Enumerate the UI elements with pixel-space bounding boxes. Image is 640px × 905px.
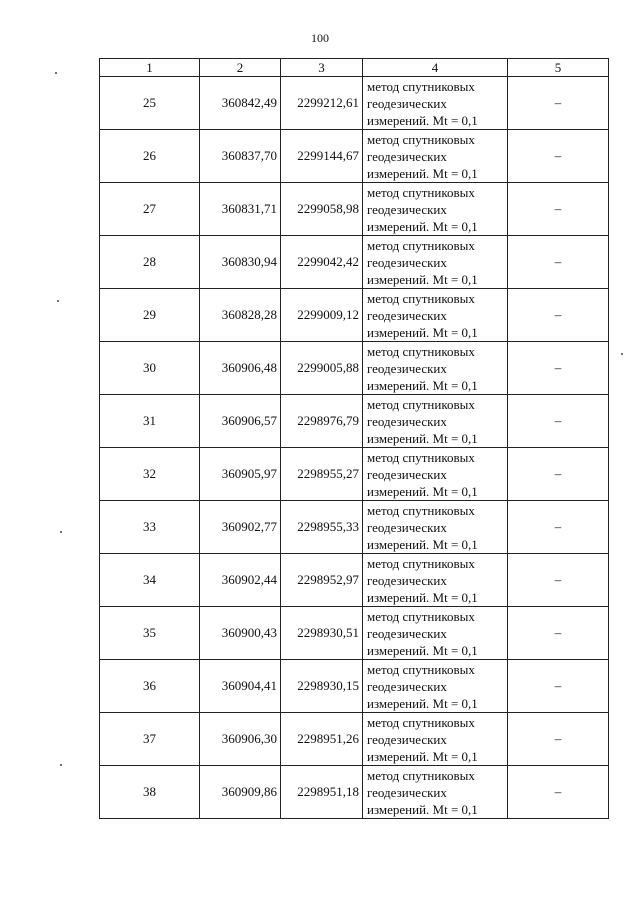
method-line: измерений. Mt = 0,1 <box>367 271 478 287</box>
x-coordinate-cell: 360906,57 <box>200 395 281 448</box>
method-cell <box>363 554 508 607</box>
method-line: геодезических <box>367 413 447 429</box>
point-number-cell: 28 <box>100 236 200 289</box>
method-line: метод спутниковых <box>367 661 475 677</box>
point-number-cell: 36 <box>100 660 200 713</box>
point-number-cell: 33 <box>100 501 200 554</box>
method-line: геодезических <box>367 625 447 641</box>
method-line: измерений. Mt = 0,1 <box>367 748 478 764</box>
column-header: 2 <box>200 59 281 77</box>
method-cell <box>363 236 508 289</box>
method-line: метод спутниковых <box>367 343 475 359</box>
point-number-cell: 31 <box>100 395 200 448</box>
method-line: измерений. Mt = 0,1 <box>367 483 478 499</box>
note-cell: – <box>508 501 609 554</box>
note-cell: – <box>508 130 609 183</box>
table-row <box>100 130 609 183</box>
table-row <box>100 660 609 713</box>
point-number-cell: 34 <box>100 554 200 607</box>
y-coordinate-cell: 2299009,12 <box>281 289 363 342</box>
note-cell: – <box>508 77 609 130</box>
method-line: геодезических <box>367 678 447 694</box>
y-coordinate-cell: 2298976,79 <box>281 395 363 448</box>
x-coordinate-cell: 360909,86 <box>200 766 281 819</box>
x-coordinate-cell: 360906,48 <box>200 342 281 395</box>
scan-speck <box>57 300 59 302</box>
method-line: измерений. Mt = 0,1 <box>367 536 478 552</box>
method-cell <box>363 342 508 395</box>
method-line: метод спутниковых <box>367 555 475 571</box>
y-coordinate-cell: 2298930,15 <box>281 660 363 713</box>
scan-speck <box>55 72 57 74</box>
method-cell <box>363 395 508 448</box>
table-row <box>100 395 609 448</box>
column-header: 1 <box>100 59 200 77</box>
table-row <box>100 183 609 236</box>
note-cell: – <box>508 289 609 342</box>
method-line: метод спутниковых <box>367 131 475 147</box>
note-cell: – <box>508 448 609 501</box>
table-row <box>100 77 609 130</box>
method-line: геодезических <box>367 519 447 535</box>
point-number-cell: 38 <box>100 766 200 819</box>
method-line: геодезических <box>367 254 447 270</box>
y-coordinate-cell: 2298955,27 <box>281 448 363 501</box>
note-cell: – <box>508 342 609 395</box>
method-line: геодезических <box>367 784 447 800</box>
note-cell: – <box>508 395 609 448</box>
note-cell: – <box>508 660 609 713</box>
method-line: метод спутниковых <box>367 449 475 465</box>
point-number-cell: 29 <box>100 289 200 342</box>
x-coordinate-cell: 360902,77 <box>200 501 281 554</box>
scan-speck <box>60 531 62 533</box>
y-coordinate-cell: 2299212,61 <box>281 77 363 130</box>
table-row <box>100 289 609 342</box>
point-number-cell: 35 <box>100 607 200 660</box>
scan-speck <box>60 764 62 766</box>
x-coordinate-cell: 360831,71 <box>200 183 281 236</box>
method-cell <box>363 660 508 713</box>
method-line: геодезических <box>367 148 447 164</box>
method-line: метод спутниковых <box>367 502 475 518</box>
method-cell <box>363 183 508 236</box>
method-line: метод спутниковых <box>367 767 475 783</box>
method-line: метод спутниковых <box>367 290 475 306</box>
method-cell <box>363 766 508 819</box>
note-cell: – <box>508 183 609 236</box>
method-line: метод спутниковых <box>367 237 475 253</box>
x-coordinate-cell: 360905,97 <box>200 448 281 501</box>
note-cell: – <box>508 607 609 660</box>
page-number: 100 <box>311 31 329 45</box>
method-cell <box>363 289 508 342</box>
method-line: метод спутниковых <box>367 184 475 200</box>
x-coordinate-cell: 360830,94 <box>200 236 281 289</box>
method-line: геодезических <box>367 201 447 217</box>
y-coordinate-cell: 2299042,42 <box>281 236 363 289</box>
table-row <box>100 766 609 819</box>
method-cell <box>363 130 508 183</box>
method-line: геодезических <box>367 95 447 111</box>
method-cell <box>363 501 508 554</box>
method-line: измерений. Mt = 0,1 <box>367 377 478 393</box>
x-coordinate-cell: 360828,28 <box>200 289 281 342</box>
scan-speck <box>621 353 623 355</box>
method-line: измерений. Mt = 0,1 <box>367 589 478 605</box>
note-cell: – <box>508 554 609 607</box>
method-line: измерений. Mt = 0,1 <box>367 324 478 340</box>
method-line: измерений. Mt = 0,1 <box>367 218 478 234</box>
method-line: метод спутниковых <box>367 608 475 624</box>
table-row <box>100 501 609 554</box>
method-line: метод спутниковых <box>367 714 475 730</box>
x-coordinate-cell: 360842,49 <box>200 77 281 130</box>
method-cell <box>363 77 508 130</box>
method-line: геодезических <box>367 360 447 376</box>
point-number-cell: 37 <box>100 713 200 766</box>
y-coordinate-cell: 2298955,33 <box>281 501 363 554</box>
table-row <box>100 236 609 289</box>
method-line: измерений. Mt = 0,1 <box>367 112 478 128</box>
method-line: геодезических <box>367 731 447 747</box>
table-row <box>100 713 609 766</box>
method-line: геодезических <box>367 572 447 588</box>
y-coordinate-cell: 2299005,88 <box>281 342 363 395</box>
method-line: измерений. Mt = 0,1 <box>367 695 478 711</box>
method-line: измерений. Mt = 0,1 <box>367 430 478 446</box>
method-line: метод спутниковых <box>367 78 475 94</box>
method-line: геодезических <box>367 307 447 323</box>
point-number-cell: 27 <box>100 183 200 236</box>
point-number-cell: 25 <box>100 77 200 130</box>
column-header: 3 <box>281 59 363 77</box>
table-row <box>100 342 609 395</box>
table-row <box>100 448 609 501</box>
x-coordinate-cell: 360904,41 <box>200 660 281 713</box>
note-cell: – <box>508 713 609 766</box>
method-cell <box>363 607 508 660</box>
method-line: геодезических <box>367 466 447 482</box>
point-number-cell: 26 <box>100 130 200 183</box>
method-line: измерений. Mt = 0,1 <box>367 801 478 817</box>
column-header: 4 <box>363 59 508 77</box>
coordinates-table <box>99 58 609 819</box>
note-cell: – <box>508 766 609 819</box>
table-row <box>100 554 609 607</box>
method-line: измерений. Mt = 0,1 <box>367 642 478 658</box>
x-coordinate-cell: 360902,44 <box>200 554 281 607</box>
x-coordinate-cell: 360900,43 <box>200 607 281 660</box>
y-coordinate-cell: 2298952,97 <box>281 554 363 607</box>
x-coordinate-cell: 360837,70 <box>200 130 281 183</box>
y-coordinate-cell: 2298930,51 <box>281 607 363 660</box>
y-coordinate-cell: 2298951,18 <box>281 766 363 819</box>
method-cell <box>363 713 508 766</box>
table-body <box>100 77 609 819</box>
table-row <box>100 607 609 660</box>
note-cell: – <box>508 236 609 289</box>
table-header-row <box>100 59 609 77</box>
method-cell <box>363 448 508 501</box>
point-number-cell: 30 <box>100 342 200 395</box>
point-number-cell: 32 <box>100 448 200 501</box>
method-line: метод спутниковых <box>367 396 475 412</box>
y-coordinate-cell: 2298951,26 <box>281 713 363 766</box>
column-header: 5 <box>508 59 609 77</box>
y-coordinate-cell: 2299058,98 <box>281 183 363 236</box>
x-coordinate-cell: 360906,30 <box>200 713 281 766</box>
y-coordinate-cell: 2299144,67 <box>281 130 363 183</box>
method-line: измерений. Mt = 0,1 <box>367 165 478 181</box>
